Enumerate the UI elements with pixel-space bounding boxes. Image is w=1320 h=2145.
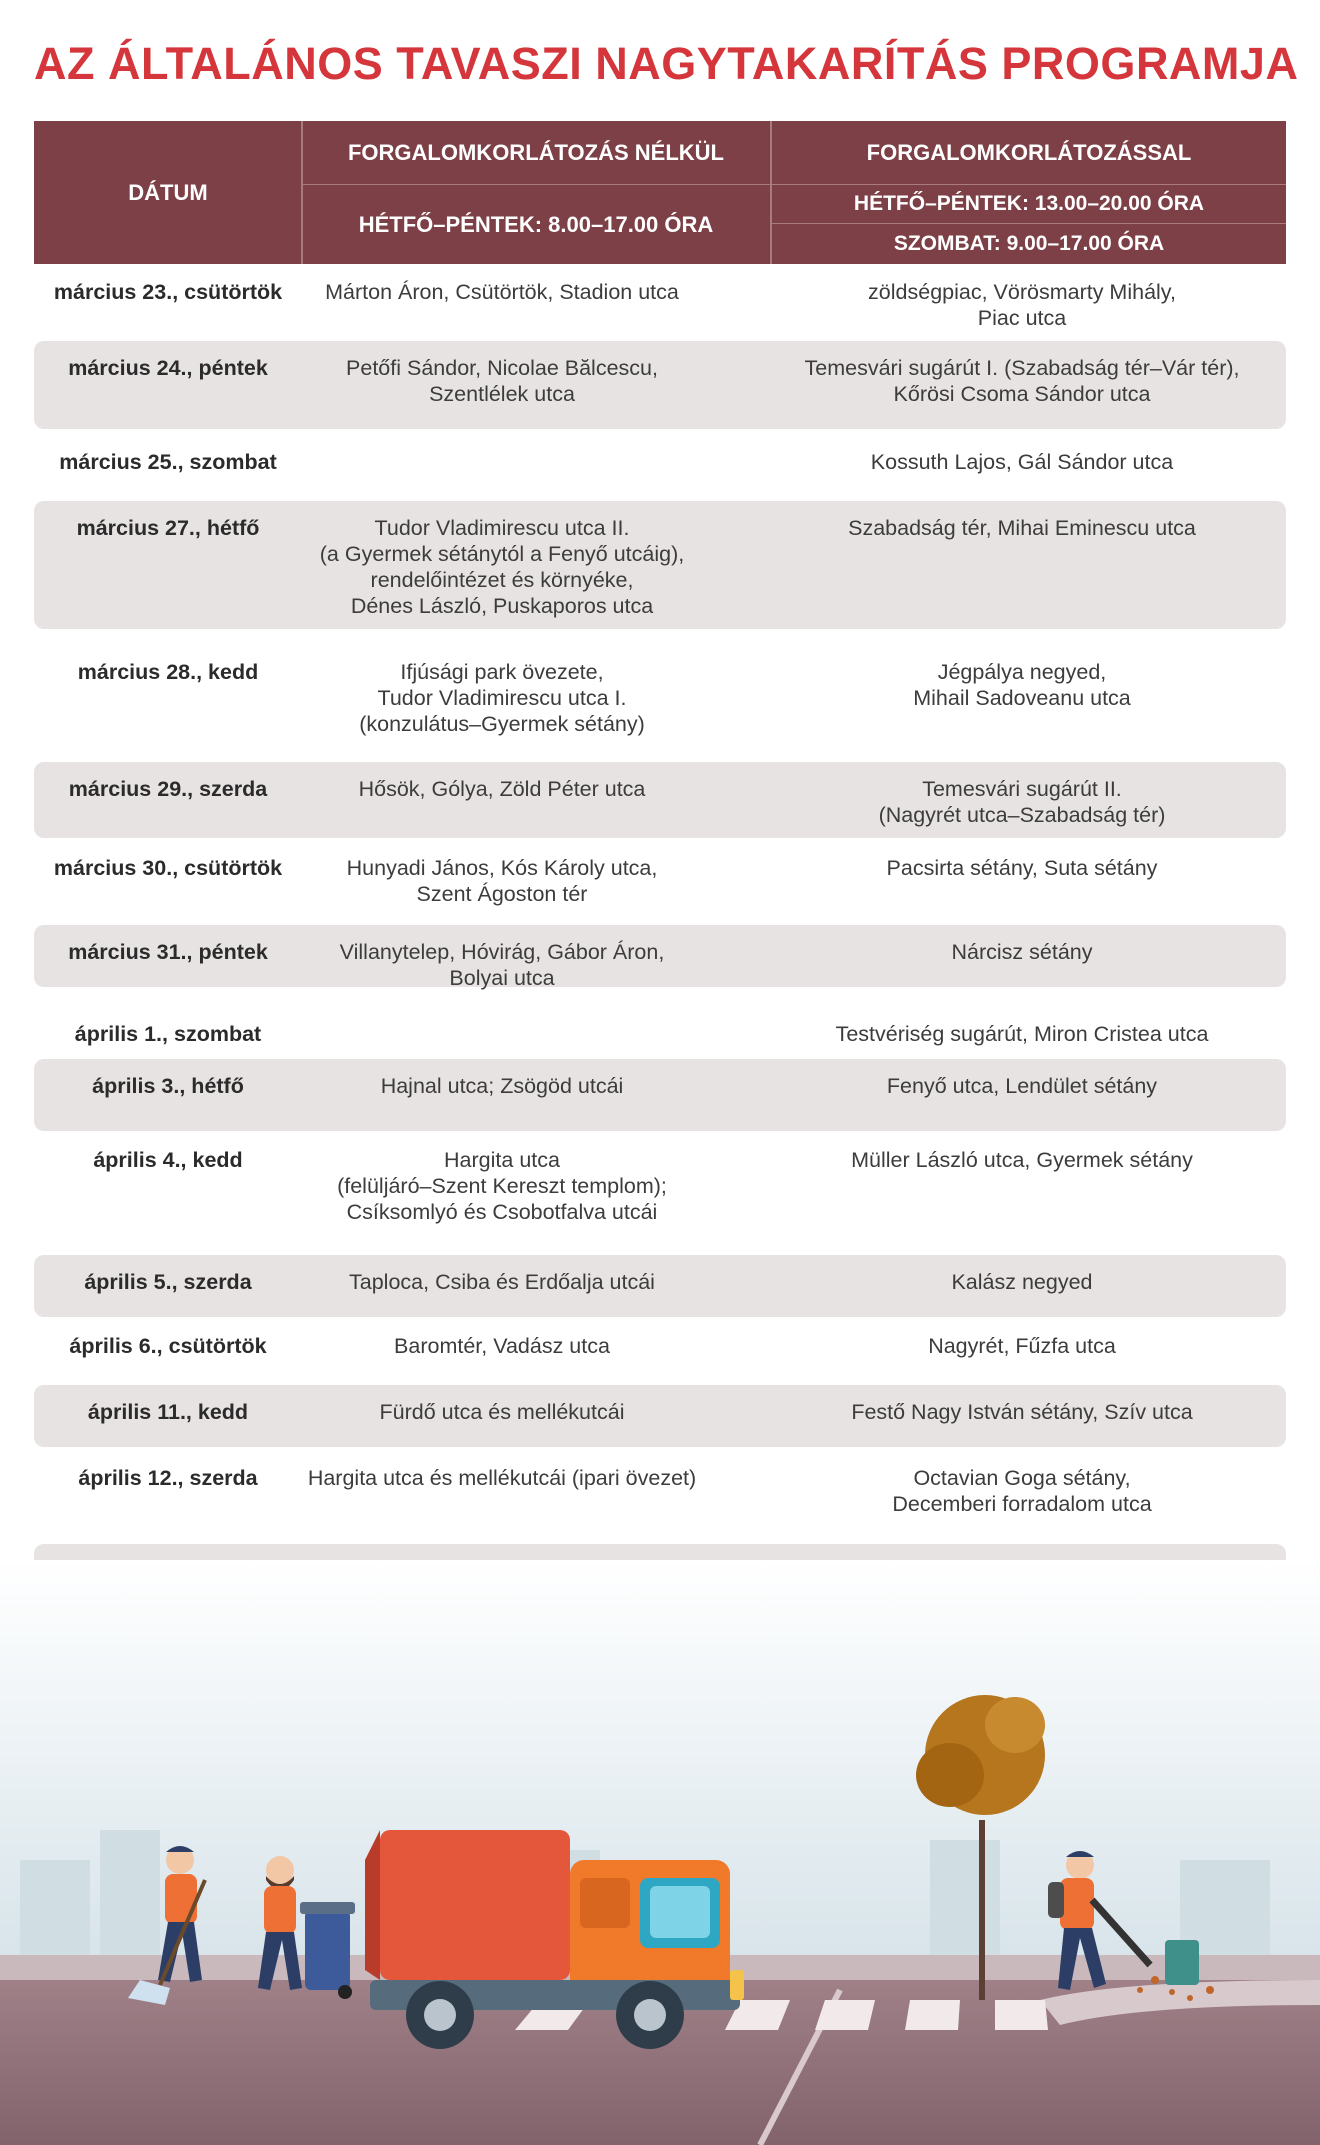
row-with-restriction: Nárcisz sétány (951, 940, 1093, 964)
row-date: április 3., hétfő (92, 1074, 244, 1098)
row-with-restriction: Szabadság tér, Mihai Eminescu utca (848, 516, 1196, 540)
row-no-restriction: Baromtér, Vadász utca (394, 1334, 610, 1358)
row-date: április 1., szombat (74, 1022, 262, 1046)
header-no-restriction-label: FORGALOMKORLÁTOZÁS NÉLKÜL (347, 139, 724, 165)
table-row (34, 265, 1286, 333)
row-with-restriction: Pacsirta sétány, Suta sétány (886, 856, 1158, 880)
header-with-restriction-label: FORGALOMKORLÁTOZÁSSAL (866, 139, 1192, 165)
header-with-restriction-weekday (772, 185, 1286, 224)
row-date: április 5., szerda (84, 1270, 252, 1294)
row-with-restriction: Temesvári sugárút I. (Szabadság tér–Vár tér), Kőrösi Csoma Sándor utca (804, 356, 1240, 406)
page-title: AZ ÁLTALÁNOS TAVASZI NAGYTAKARÍTÁS PROGRAMJA (34, 38, 1299, 89)
header-no-restriction (302, 121, 770, 185)
table-row (34, 1385, 1286, 1447)
table-row (34, 762, 1286, 838)
table-row (34, 1255, 1286, 1317)
row-with-restriction: Festő Nagy István sétány, Szív utca (851, 1400, 1193, 1424)
header-with-restriction (772, 121, 1286, 185)
row-with-restriction: Müller László utca, Gyermek sétány (851, 1148, 1193, 1172)
table-row (34, 645, 1286, 741)
header-date (34, 121, 302, 264)
row-date: március 27., hétfő (76, 516, 260, 540)
row-no-restriction: Márton Áron, Csütörtök, Stadion utca (325, 280, 679, 304)
cleaning-illustration (0, 1560, 1320, 2145)
row-date: március 25., szombat (59, 450, 277, 474)
header-date-label: DÁTUM (128, 179, 208, 205)
row-no-restriction: Hősök, Gólya, Zöld Péter utca (358, 777, 646, 801)
row-with-restriction: Octavian Goga sétány, Decemberi forradalom utca (892, 1466, 1152, 1516)
row-date: április 6., csütörtök (69, 1334, 267, 1358)
header-saturday-hours-label: SZOMBAT: 9.00–17.00 ÓRA (893, 232, 1165, 255)
row-with-restriction: zöldségpiac, Vörösmarty Mihály, Piac utca (868, 280, 1176, 330)
row-date: március 24., péntek (68, 356, 268, 380)
row-with-restriction: Jégpálya negyed, Mihail Sadoveanu utca (913, 660, 1131, 710)
header-divider (301, 121, 303, 264)
row-with-restriction: Nagyrét, Fűzfa utca (928, 1334, 1116, 1358)
row-no-restriction: Hargita utca (felüljáró–Szent Kereszt templom); Csíksomlyó és Csobotfalva utcái (337, 1148, 667, 1224)
table-row (34, 435, 1286, 487)
row-date: március 30., csütörtök (53, 856, 283, 880)
table-row (34, 501, 1286, 629)
row-no-restriction: Villanytelep, Hóvirág, Gábor Áron, Bolyai utca (339, 940, 665, 990)
row-with-restriction: Kossuth Lajos, Gál Sándor utca (870, 450, 1174, 474)
row-with-restriction: Kalász negyed (951, 1270, 1093, 1294)
row-no-restriction: Taploca, Csiba és Erdőalja utcái (349, 1270, 655, 1294)
table-row (34, 1133, 1286, 1229)
header-no-restriction-hours (302, 185, 770, 264)
row-no-restriction: Hunyadi János, Kós Károly utca, Szent Ágoston tér (346, 856, 658, 906)
header-no-restriction-hours-label: HÉTFŐ–PÉNTEK: 8.00–17.00 ÓRA (358, 211, 714, 237)
row-date: április 12., szerda (78, 1466, 258, 1490)
table-row (34, 1319, 1286, 1375)
header-with-restriction-saturday (772, 224, 1286, 264)
header-weekday-hours-label: HÉTFŐ–PÉNTEK: 13.00–20.00 ÓRA (853, 192, 1205, 215)
table-row (34, 1451, 1286, 1517)
row-no-restriction: Ifjúsági park övezete, Tudor Vladimirescu utca I. (konzulátus–Gyermek sétány) (359, 660, 645, 736)
table-row (34, 841, 1286, 906)
row-no-restriction: Fürdő utca és mellékutcái (379, 1400, 625, 1424)
row-no-restriction: Tudor Vladimirescu utca II. (a Gyermek sétánytól a Fenyő utcáig), rendelőintézet és környéke, Dénes László, Puskaporos utca (319, 516, 685, 618)
row-date: április 11., kedd (87, 1400, 249, 1424)
row-no-restriction: Hargita utca és mellékutcái (ipari övezet) (307, 1466, 697, 1490)
row-with-restriction: Temesvári sugárút II. (Nagyrét utca–Szabadság tér) (878, 777, 1166, 827)
row-date: március 31., péntek (68, 940, 268, 964)
row-with-restriction: Fenyő utca, Lendület sétány (886, 1074, 1158, 1098)
row-date: március 29., szerda (68, 777, 268, 801)
header-divider (770, 121, 772, 264)
row-no-restriction: Petőfi Sándor, Nicolae Bălcescu, Szentlélek utca (346, 356, 658, 406)
table-row (34, 1059, 1286, 1131)
row-date: április 4., kedd (93, 1148, 243, 1172)
table-row (34, 341, 1286, 429)
row-with-restriction: Testvériség sugárút, Miron Cristea utca (835, 1022, 1209, 1046)
table-row (34, 1007, 1286, 1059)
row-date: március 23., csütörtök (53, 280, 283, 304)
row-no-restriction: Hajnal utca; Zsögöd utcái (380, 1074, 624, 1098)
row-date: március 28., kedd (77, 660, 259, 684)
table-row (34, 925, 1286, 990)
